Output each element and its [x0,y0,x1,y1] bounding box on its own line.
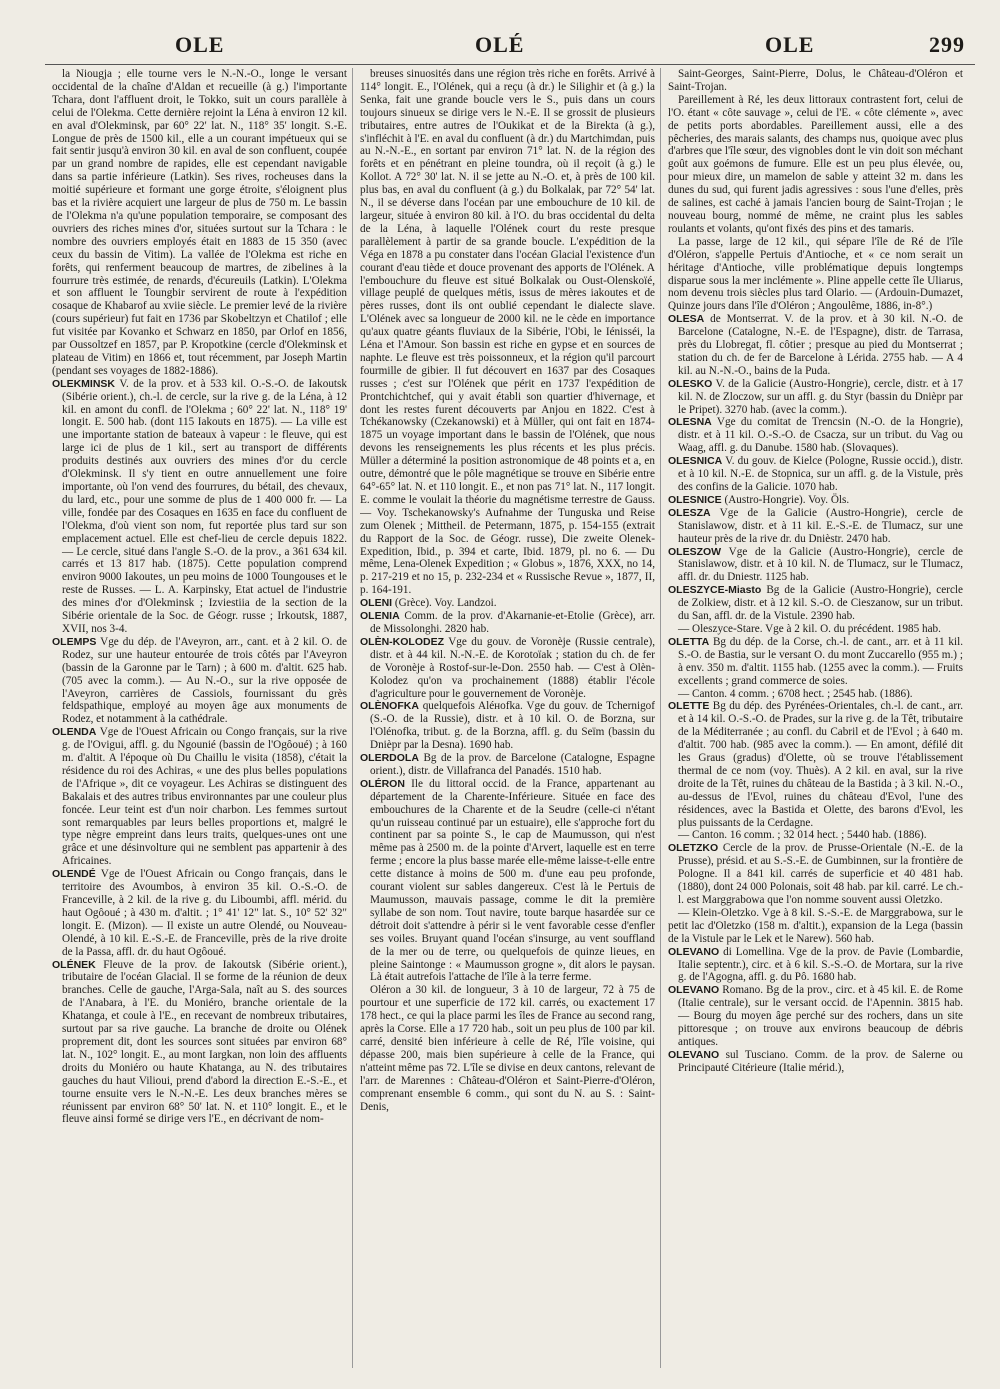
text-column-3 [668,68,963,1368]
entry-headword: OLESNICE [668,493,722,506]
entry-text: Bg de la Galicie (Austro-Hongrie), cercle de Zolkiew, distr. et à 12 kil. S.-O. de Cieszanow, sur un tribut. du San, affl. dr. de la Vistule. 2390 hab. [678,584,963,623]
dictionary-entry [360,700,655,752]
entry-paragraph [52,68,347,378]
entry-text: Vge de l'Ouest Africain ou Congo français, dans le territoire des Avoumbos, à environ 35 kil. O.-S.-O. de Franceville, à 2 kil. de la rive g. du Liboumbi, affl. mérid. du haut Ogôoué ; à 430 m. d'altit. ; 1° 41' 12" lat. S., 10° 52' 32" longit. E. (Mizon). — Il existe un autre Olendé, ou Nouveau-Olendé, à 10 kil. E.-S.-E. de Franceville, près de la rive droite de la Passa, affl. dr. du haut Ogôoué. [62,868,347,958]
entry-headword: OLESZOW [668,545,722,558]
column-separator [660,68,661,1368]
dictionary-entry [360,610,655,636]
text-column-1 [52,68,347,1368]
entry-text: V. de la prov. et à 533 kil. O.-S.-O. de Iakoutsk (Sibérie orient.), ch.-l. de cercle, sur la rive g. de la Léna, à 12 kil. en amont du confl. de l'Olekma ; 60° 22' lat. N., 118° 19' longit. E. 500 hab. (dont 115 Iakouts en 1875). — La ville est une importante station de bateaux à vapeur : le fleuve, qui est large ici de plus de 1 kil., sert au transport de différents produits destinés aux ouvriers des mines d'or du cercle d'Olekminsk. Il s'y tient en outre annuellement une foire importante, où l'on vend des fourrures, du bétail, des chevaux, du lard, etc., pour une somme de plus de 1 400 000 fr. — La ville, fondée par des Cosaques en 1635 en face du confluent de l'Olekma, d'où vient son nom, fut reportée plus tard sur son emplacement actuel. Elle est chef-lieu de cercle depuis 1822. — Le cercle, situé dans l'angle S.-O. de la prov., a 361 634 kil. carrés et 13 817 hab. (1875). Cette population comprend environ 9000 Iakoutes, un peu moins de 1000 Toungouses et le reste de Russes. — L. A. Karpinsky, Etat actuel de l'industrie des mines d'or d'Olekminsk ; Izviestiia de la section de la Sibérie orientale de la Soc. de Géogr. russe ; Irkoutsk, 1887, XVII, nos 3-4. [62,377,347,635]
dictionary-entry [360,636,655,701]
entry-headword: OLETTE [668,700,710,713]
entry-text: — Oleszyce-Stare. Vge à 2 kil. O. du précédent. 1985 hab. [678,622,941,635]
entry-headword: OLÈN-KOLODEZ [360,635,444,648]
entry-headword: OLÈNOFKA [360,700,419,713]
entry-headword: OLÉNEK [52,958,96,971]
entry-headword: OLESNA [668,416,712,429]
entry-text: — Klein-Oletzko. Vge à 8 kil. S.-S.-E. de Marggrabowa, sur le petit lac d'Oletzko (158 m. d'altit.), expansion de la Lega (bassin de la Vistule par le Lek et le Narew). 560 hab. [668,906,963,945]
dictionary-entry [668,494,963,507]
entry-headword: OLESKO [668,377,713,390]
entry-text: Vge du gouv. de Voronèje (Russie centrale), distr. et à 44 kil. N.-N.-E. de Korotoïak ; station du ch. de fer de Voronèje à Rostof-sur-le-Don. 2550 hab. — C'est à Olèn-Kolodez qu'on va prochainement (1888) établir l'école d'agriculture pour le gouvernement de Voronèje. [370,635,655,700]
entry-paragraph [360,984,655,1113]
entry-headword: OLENDA [52,726,97,739]
entry-headword: OLETZKO [668,842,719,855]
entry-headword: OLENIA [360,610,400,623]
dictionary-entry [668,507,963,546]
entry-headword: OLEVANO [668,1048,720,1061]
entry-paragraph [668,688,963,701]
column-separator [352,68,353,1368]
entry-headword: OLEMPS [52,635,97,648]
entry-text: Romano. Bg de la prov., circ. et à 45 kil. E. de Rome (Italie centrale), sur le versant occid. de l'Apennin. 3815 hab. — Bourg du moyen âge perché sur des rochers, dans un site pittoresque ; on trouve aux environs beaucoup de débris antiques. [678,984,963,1048]
dictionary-entry [360,752,655,778]
entry-headword: OLERDOLA [360,752,419,765]
page-header [45,32,975,62]
entry-text: quelquefois Aléнofka. Vge du gouv. de Tchernigof (S.-O. de la Russie), distr. et à 10 kil. O. de Borzna, sur l'Olénofka, tribut. g. de la Borzna, affl. g. du Seïm (bassin du Dnièpr par la Desna). 1690 hab. [370,700,655,752]
dictionary-entry [360,778,655,985]
running-head-left: OLE [175,32,225,57]
entry-text: la Niougja ; elle tourne vers le N.-N.-O., longe le versant occidental de la chaîne d'Aldan et recueille (à g.) l'importante Tchara, dont l'affluent droit, le Tokko, suit un cours parallèle à celui de l'Olekma. Cette dernière rejoint la Léna à environ 12 kil. en aval d'Olekminsk, par 60° 22' lat. N., 118° 35' longit. S.-E. Longue de près de 1500 kil., elle a un courant impétueux qui se fait sentir jusqu'à environ 30 kil. en aval de son confluent, coupée par un grand nombre de rapides, elle est cependant navigable dans sa partie inférieure (Latkin). Ses rives, rocheuses dans la moitié supérieure et formant une gorge étroite, s'éloignent plus bas et la rivière acquiert une largeur de plus de 750 m. Le bassin de l'Olekma n'a qu'une population temporaire, se composant des ouvriers des riches mines d'or, situées surtout sur la Tchara : le nombre des ouvriers employés était en 1883 de 15 350 (avec ceux du bassin de Vitim). La vallée de l'Olekma est riche en forêts, qui renferment beaucoup de martres, de zibelines à la fourrure très estimée, de renards, d'écureuils (Latkin). L'Olekma et son affluent le Toungbir servirent de route à l'expédition cosaque de Khabarof au xviie siècle. Le premier levé de la rivière (cours supérieur) fut fait en 1736 par Skobeltzyn et Chatilof ; elle fut visitée par Kovanko et Schwarz en 1850, par Orlof en 1856, par Oussoltzef en 1857, par P. Kropotkine (cercle d'Olekminsk et plateau de Vitim) en 1866 et, tout récemment, par Joseph Martin (pendant ses voyages de 1882-1886). [52,68,347,377]
dictionary-entry [668,546,963,585]
dictionary-entry [668,984,963,1049]
dictionary-entry [52,636,347,726]
entry-text: La passe, large de 12 kil., qui sépare l'île de Ré de l'île d'Oléron, s'appelle Pertuis d'Antioche, et « ce nom serait un héritage d'Antioche, ville problématique depuis longtemps disparue sous la mer inclémente ». Pline appelle cette île Uliarus, nom devenu trois siècles plus tard Olario. — (Ardouin-Dumazet, Quinze jours dans l'île d'Oléron ; Angoulême, 1886, in-8°.) [668,235,963,313]
entry-headword: OLÉRON [360,777,405,790]
entry-headword: OLESZYCE-Miasto [668,584,762,597]
entry-text: — Canton. 4 comm. ; 6708 hect. ; 2545 hab. (1886). [678,687,913,700]
dictionary-entry [668,842,963,907]
dictionary-entry [668,416,963,455]
dictionary-entry [668,378,963,417]
header-rule [45,64,975,65]
running-head-center: OLÉ [475,32,525,57]
entry-text: di Lomellina. Vge de la prov. de Pavie (Lombardie, Italie septentr.), circ. et à 6 kil. S.-S.-O. de Mortara, sur la rive g. de l'Agogna, affl. g. du Pô. 1680 hab. [678,945,963,984]
entry-paragraph [668,623,963,636]
entry-text: (Grèce). Voy. Landzoi. [394,597,497,610]
entry-headword: OLENI [360,597,393,610]
page-number: 299 [929,32,965,57]
text-column-2 [360,68,655,1368]
entry-text: breuses sinuosités dans une région très riche en forêts. Arrivé à 114° longit. E., l'Olének, qui a reçu (à dr.) le Silighir et (à g.) la Senka, fait une grande boucle vers le S., puis dans un cours toujours sinueux se dirige vers le N.-E. Il se grossit de plusieurs tributaires, entre autres de l'Oukikat et de la Birekta (à g.), s'infléchit à l'E. en aval du confluent (à dr.) du Martchimdan, puis au N.-N.-E., en sortant par environ 71° lat. N. de la région des forêts et en pénétrant en pleine toundra, où il reçoit (à g.) le Kollot. A 72° 30' lat. N. il se jette au N.-O. et, à près de 100 kil. plus bas, en aval du confluent (à g.) du Bolkalak, par 72° 54' lat. N., il se déverse dans l'océan par une embouchure de 10 kil. de largeur, située à environ 80 kil. à l'O. du bras occidental du delta de la Léna, à laquelle l'Olének court du reste presque parallèlement à partir de sa grande boucle. L'expédition de la Véga en 1878 a pu constater dans l'océan Glacial l'existence d'un courant d'eau tiède et douce provenant des apports de l'Olének. A l'embouchure du fleuve est situé Bolkalak ou Oust-Olenskoïé, village peuplé de quelques métis, issus de mères iakoutes et de pères russes, dont ils ont oublié cependant le dialecte slave. L'Olének avec sa longueur de 2000 kil. ne le cède en importance qu'aux quatre géants fluviaux de la Sibérie, l'Obi, le Iénisséi, la Léna et l'Amour. Son bassin est riche en gypse et en sources de naphte. Le fleuve est très poissonneux, et la région qu'il parcourt fourmille de gibier. Il fut découvert en 1637 par des Cosaques russes ; c'est sur l'Olének que périt en 1737 l'expédition de Prontchichtchef, qui y avait établi son quartier d'hivernage, et dont les restes furent découverts par Anjou en 1822. C'est à Tchékanowsky (Czekanowski) et à Müller, qui ont fait en 1874-1875 un voyage important dans le bassin de l'Olének, que nous devons les renseignements les plus récents et les plus précis. Müller a déterminé la position astronomique de 48 points et a, en outre, démontré que le pôle magnétique se trouve en Sibérie entre 64°-65° lat. N. et 110 longit. E., et non pas 71° lat. N., 117 longit. E. comme le voulait la théorie du magnétisme terrestre de Gauss. — Voy. Tschekanowsky's Aufnahme der Tunguska und Reise zum Olenek ; Mittheil. de Petermann, 1875, p. 154-155 (extrait du Rapport de la Soc. de Géogr. russe), Die zweite Olenek-Expedition, Ibid., p. 394 et carte, Ibid. 1879, pl. no 6. — Du même, Lena-Olenek Expedition ; « Globus », 1876, XXX, no 14, p. 217-219 et no 15, p. 232-234 et « Russische Revue », 1877, II, p. 164-191. [360,68,655,597]
dictionary-entry [668,313,963,378]
entry-paragraph [668,907,963,946]
dictionary-entry [668,700,963,829]
entry-text: (Austro-Hongrie). Voy. Öls. [724,493,850,506]
entry-headword: OLETTA [668,635,710,648]
entry-text: de Montserrat. V. de la prov. et à 30 kil. N.-O. de Barcelone (Catalogne, N.-E. de l'Espagne), distr. de Tarrasa, près du Llobregat, fl. côtier ; presque au pied du Montserrat ; station du ch. de fer de Barcelone à Lérida. 2755 hab. — A 4 kil. au N.-N.-O., bains de la Puda. [678,313,963,377]
entry-paragraph [668,236,963,313]
dictionary-entry [668,946,963,985]
dictionary-entry [668,636,963,688]
dictionary-entry [668,584,963,623]
entry-paragraph [360,68,655,597]
entry-text: Comm. de la prov. d'Akarnanie-et-Etolie (Grèce), arr. de Missolonghi. 2820 hab. [370,610,655,635]
entry-text: Vge de l'Ouest Africain ou Congo français, sur la rive g. de l'Ovigui, affl. g. du Ngounié (bassin de l'Ogôoué) ; à 160 m. d'altit. A l'époque où Du Chaillu le visita (1858), c'était la résidence du roi des Achiras, « une des plus belles populations de l'Afrique », dit ce voyageur. Les Achiras se distinguent des Bakalais et des autres tribus environnantes par une couleur plus foncée. Leur teint est d'un noir charbon. Les femmes surtout sont remarquables par leurs belles proportions et, malgré le type nègre empreint dans leurs traits, quelques-unes ont une grâce et une désinvolture qui ne semblent pas appartenir à des Africaines. [62,726,347,868]
entry-headword: OLENDÉ [52,868,96,881]
dictionary-entry [360,597,655,610]
entry-paragraph [668,829,963,842]
entry-text: Saint-Georges, Saint-Pierre, Dolus, le Château-d'Oléron et Saint-Trojan. [668,68,963,93]
running-head-right: OLE [765,32,815,57]
entry-text: sul Tusciano. Comm. de la prov. de Salerne ou Principauté Citérieure (Italie mérid.), [678,1048,963,1074]
entry-headword: OLESNICA [668,455,723,468]
entry-text: Bg du dép. de la Corse, ch.-l. de cant., arr. et à 11 kil. S.-O. de Bastia, sur le versant O. du mont Zuccarello (955 m.) ; à env. 350 m. d'altit. 1155 hab. (1255 avec la comm.). — Fruits excellents ; grand commerce de soies. [678,635,963,687]
entry-text: Oléron a 30 kil. de longueur, 3 à 10 de largeur, 72 à 75 de pourtour et une superficie de 172 kil. carrés, ou exactement 17 178 hect., ce qui la place parmi les îles de France au second rang, après la Corse. Elle a 17 720 hab., soit un peu plus de 100 par kil. carré, densité bien inférieure à celle de Ré, l'île voisine, qui dépasse 200, mais bien supérieure à celle de la France, qui n'atteint même pas 72. L'île se divise en deux cantons, relevant de l'arr. de Marennes : Château-d'Oléron et Saint-Pierre-d'Oléron, comprenant ensemble 6 comm., qui sont du N. au S. : Saint-Denis, [360,984,655,1113]
entry-headword: OLEKMINSK [52,377,115,390]
entry-text: Vge du comitat de Trencsin (N.-O. de la Hongrie), distr. et à 11 kil. O.-S.-O. de Csacza, sur un tribut. du Vag ou Waag, affl. g. du Danube. 1580 hab. (Slovaques). [678,416,963,455]
entry-headword: OLEVANO [668,945,720,958]
dictionary-entry [52,868,347,958]
entry-headword: OLEVANO [668,984,720,997]
dictionary-entry [52,378,347,636]
entry-text: Bg du dép. des Pyrénées-Orientales, ch.-l. de cant., arr. et à 14 kil. O.-S.-O. de Prades, sur la rive g. de la Têt, tributaire de la Méditerranée ; au confl. du Cabril et de l'Evol ; à 640 m. d'altit. 700 hab. (985 avec la comm.). — En amont, défilé dit les Graus (gradus) d'Olette, où se trouve l'établissement thermal de ce nom (voy. Thuès). A 2 kil. en aval, sur la rive droite de la Têt, ruines du château de la Bastida ; à 3 kil. N.-O., au-dessus de l'Evol, ruines du château d'Evol, l'une des résidences, avec la Bastida et Olette, des barons d'Evol, les plus puissants de la Cerdagne. [678,700,963,829]
entry-text: Ile du littoral occid. de la France, appartenant au département de la Charente-Inférieure. Située en face des embouchures de la Charente et de la Seudre (celle-ci n'étant qu'un ruisseau continué par un estuaire), elle s'approche fort du continent par sa pointe S., le cap de Maumusson, qui n'est même pas à 2500 m. de la pointe d'Arvert, laquelle est en terre ferme ; encore la plus basse marée elle-même laisse-t-elle entre cette distance à moins de 500 m. d'une eau peu profonde, courant violent sur sables dangereux. C'est là le Pertuis de Maumusson, mauvais passage, comme le dit la première syllabe de son nom. Tout navire, toute barque hasardée sur ce détroit doit s'attendre à périr si le vent favorable cesse d'enfler ses voiles. Bruyant quand l'océan s'insurge, au vent souffland de la mer ou de terre, ou quelquefois de quinze lieues, en pleine Saintonge : « Maumusson grogne », dit alors le paysan. Là était autrefois l'attache de l'île à la terre ferme. [370,777,655,984]
entry-paragraph [668,68,963,94]
entry-paragraph [668,94,963,236]
entry-text: Vge de la Galicie (Austro-Hongrie), cercle de Stanislawow, distr. et à 10 kil. N. de Tlumacz, sur le Tlumacz, affl. dr. du Dniestr. 1125 hab. [678,545,963,584]
dictionary-entry [52,726,347,868]
entry-headword: OLESA [668,313,705,326]
dictionary-entry [52,959,347,1127]
dictionary-entry [668,1049,963,1075]
entry-text: Cercle de la prov. de Prusse-Orientale (N.-E. de la Prusse), présid. et au S.-S.-E. de Gumbinnen, sur la frontière de Pologne. Il a 841 kil. carrés de superficie et 40 481 hab. (1880), dont 24 000 Polonais, soit 48 hab. par kil. carré. Le ch.-l. est Marggrabowa que l'on nomme souvent aussi Oletzko. [678,842,963,906]
entry-text: Bg de la prov. de Barcelone (Catalogne, Espagne orient.), distr. de Villafranca del Panadés. 1510 hab. [370,752,655,777]
entry-text: Pareillement à Ré, les deux littoraux contrastent fort, celui de l'O. étant « côte sauvage », celui de l'E. « côte clémente », avec de petits ports abordables. Pareillement aussi, elle a des pêcheries, des marais salants, des champs nus, quoique avec plus d'arbres que l'île sœur, des vignobles dont le vin doit son méchant goût aux goémons de fumure. Elle est un peu plus élevée, ou, pour mieux dire, un mamelon de sable y atteint 32 m. dans les dunes du sud, qui furent jadis agressives : sous l'une d'elles, près de salines, est caché à jamais l'ancien bourg de Saint-Trojan ; le nouveau bourg, nommé de même, ne craint plus les sables roulants et volants, qu'ont fixés des pins et des tamaris. [668,93,963,235]
entry-text: Fleuve de la prov. de Iakoutsk (Sibérie orient.), tributaire de l'océan Glacial. Il se forme de la réunion de deux branches. Celle de gauche, l'Arga-Sala, naît au S. des sources de l'Anabara, à l'E. du Moniéro, branche orientale de la Khatanga, et coule à l'E., en recevant de nombreux tributaires, surtout par sa rive gauche. La branche de droite ou Olének proprement dit, dont les sources sont situées par environ 68° lat. N., 102° longit. E., au mont Iargkan, non loin des affluents droits du Moniéro ou haute Khatanga, au N. des tributaires gauches du haut Vilioui, prend d'abord la direction E.-S.-E., et tourne ensuite vers le N.-N.-E. Les deux branches mères se réunissent par environ 68° 50' lat. N. et 110° longit. E., et le fleuve ainsi formé se dirige vers l'E., en décrivant de nom- [62,958,347,1126]
dictionary-entry [668,455,963,494]
entry-headword: OLESZA [668,506,711,519]
entry-text: V. du gouv. de Kielce (Pologne, Russie occid.), distr. et à 10 kil. N.-E. de Stopnica, sur un affl. g. de la Vistule, près des confins de la Galicie. 1070 hab. [678,455,963,493]
entry-text: Vge du dép. de l'Aveyron, arr., cant. et à 2 kil. O. de Rodez, sur une hauteur entourée de trois côtés par l'Aveyron (bassin de la Garonne par le Tarn) ; à 600 m. d'altit. 625 hab. (705 avec la comm.). — Au N.-O., sur la rive opposée de l'Aveyron, carrières de Cassiols, fournissant du grès feldspathique, employé au moyen âge aux monuments de Rodez, et notamment à la cathédrale. [62,635,347,726]
entry-text: — Canton. 16 comm. ; 32 014 hect. ; 5440 hab. (1886). [678,829,927,842]
entry-text: Vge de la Galicie (Austro-Hongrie), cercle de Stanislawow, distr. et à 11 kil. E.-S.-E. de Tlumacz, sur une hauteur près de la rive dr. du Dnièstr. 2470 hab. [678,506,963,545]
entry-text: V. de la Galicie (Austro-Hongrie), cercle, distr. et à 17 kil. N. de Zloczow, sur un affl. g. du Styr (bassin du Dnièpr par le Pripet). 3270 hab. (avec la comm.). [678,377,963,416]
